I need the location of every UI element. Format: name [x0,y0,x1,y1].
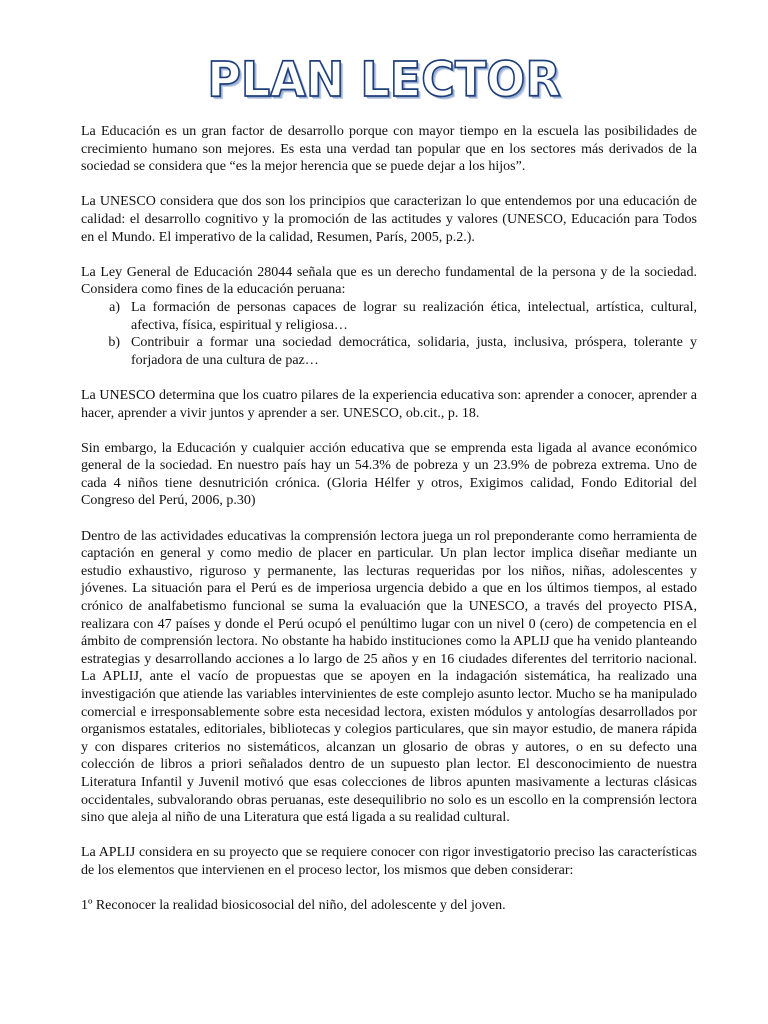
list-item: a. La formación de personas capaces de lograr su realización ética, intelectual, artística, cultural, afectiva, física, espiritual y religiosa… [127,299,697,334]
paragraph-poverty: Sin embargo, la Educación y cualquier acción educativa que se emprenda esta ligada al avance económico general de la sociedad. En nuestro país hay un 54.3% de pobreza y un 23.9% de pobreza extrema. Uno de cada 4 niños tiene desnutrición crónica. (Gloria Hélfer y otros, Exigimos calidad, Fondo Editorial del Congreso del Perú, 2006, p.30) [81,440,697,509]
education-aims-list [81,299,697,369]
paragraph-ley-general: La Ley General de Educación 28044 señala que es un derecho fundamental de la persona y de la sociedad. Considera como fines de la educación peruana: [81,264,697,298]
paragraph-education-development: La Educación es un gran factor de desarrollo porque con mayor tiempo en la escuela las posibilidades de crecimiento humano son mejores. Es esta una verdad tan popular que en los sectores más derivados de la sociedad se considera que “es la mejor herencia que se puede dejar a los hijos”. [81,124,697,175]
paragraph-reading-comprehension: Dentro de las actividades educativas la comprensión lectora juega un rol preponderante como herramienta de captación en general y como medio de placer en particular. Un plan lector implica diseñar mediante un estudio exhaustivo, riguroso y permanente, las lecturas requeridas por los niños, niñas, adolescentes y jóvenes. La situación para el Perú es de imperiosa urgencia debido a que en los últimos tiempos, al estado crónico de analfabetismo funcional se suma la evaluación que la UNESCO, a través del proyecto PISA, realizara con 47 países y donde el Perú ocupó el penúltimo lugar con un nivel 0 (cero) de competencia en el ámbito de comprensión lectora. No obstante ha habido instituciones como la APLIJ que ha venido planteando estrategias y desarrollando acciones a lo largo de 25 años y en 16 ciudades diferentes del territorio nacional. La APLIJ, ante el vacío de propuestas que se apoyen en la indagación sistemática, ha realizado una investigación que atiende las variables intervinientes de este complejo asunto lector. Mucho se ha manipulado comercial e irresponsablemente sobre esta necesidad lectora, existen módulos y antologías desarrollados por organismos estatales, editoriales, bibliotecas y colegios particulares, que sin mayor estudio, de manera rápida y con dispares criterios no sistemáticos, alcanzan un glosario de obras y autores, o en su defecto una colección de libros a priori señalados dentro de un supuesto plan lector. El desconocimiento de nuestra Literatura Infantil y Juvenil motivó que esas colecciones de libros apunten masivamente a lecturas clásicas occidentales, subvalorando obras peruanas, este desequilibrio no solo es un escollo en la comprensión lectora sino que aleja al niño de una Literatura que está ligada a su realidad cultural. [81,528,697,826]
paragraph-four-pillars: La UNESCO determina que los cuatro pilares de la experiencia educativa son: aprender a conocer, aprender a hacer, aprender a vivir juntos y aprender a ser. UNESCO, ob.cit., p. 18. [81,387,697,421]
paragraph-aplij-project: La APLIJ considera en su proyecto que se requiere conocer con rigor investigatorio preciso las características de los elementos que intervienen en el proceso lector, los mismos que deben considerar: [81,845,697,878]
paragraph-unesco-quality: La UNESCO considera que dos son los principios que caracterizan lo que entendemos por una educación de calidad: el desarrollo cognitivo y la promoción de las actitudes y valores (UNESCO, Educación para Todos en el Mundo. El imperativo de la calidad, Resumen, París, 2005, p.2.). [81,194,697,245]
document-body [81,123,697,932]
page-title: PLAN LECTOR [207,50,561,108]
list-item: b. Contribuir a formar una sociedad democrática, solidaria, justa, inclusiva, próspera, tolerante y forjadora de una cultura de paz… [127,334,697,369]
paragraph-first-point: 1º Reconocer la realidad biosicosocial del niño, del adolescente y del joven. [81,898,506,914]
